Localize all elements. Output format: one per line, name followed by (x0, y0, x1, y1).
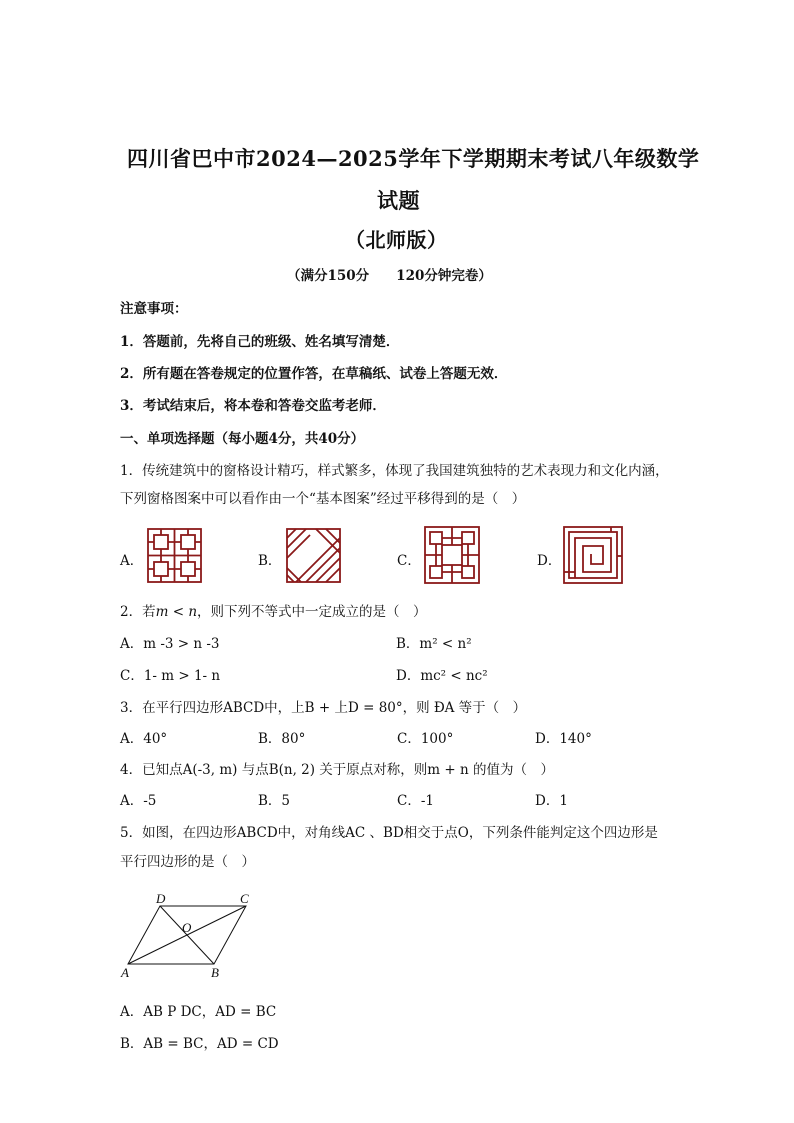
q1-option-a-label[interactable]: A． (120, 553, 144, 569)
q3-option-b[interactable]: B．80° (258, 731, 306, 747)
q1-stem-line1: 1．传统建筑中的窗格设计精巧，样式繁多，体现了我国建筑独特的艺术表现力和文化内涵， (120, 463, 669, 479)
notes-heading: 注意事项： (120, 301, 188, 317)
q1-option-c-label[interactable]: C． (397, 553, 421, 569)
q1-option-b-label[interactable]: B． (258, 553, 282, 569)
q1-option-d-label[interactable]: D． (537, 553, 562, 569)
diagram-label-d: D (156, 891, 166, 906)
window-lattice-cross-icon (424, 526, 480, 584)
window-lattice-diagonal-icon (286, 528, 341, 583)
q4-option-d[interactable]: D．1 (535, 793, 568, 809)
q2-option-d[interactable]: D．mc² < nc² (396, 668, 488, 684)
note-item-1: 1．答题前，先将自己的班级、姓名填写清楚． (120, 334, 400, 350)
diagram-label-c: C (240, 891, 249, 906)
q2-option-a[interactable]: A．m -3 > n -3 (120, 636, 220, 652)
q4-option-b[interactable]: B．5 (258, 793, 291, 809)
q4-option-c[interactable]: C．-1 (397, 793, 434, 809)
q3-option-d[interactable]: D．140° (535, 731, 592, 747)
parallelogram-diagram (118, 890, 258, 982)
exam-title-line2: 试题 (377, 188, 420, 213)
q3-option-c[interactable]: C．100° (397, 731, 454, 747)
q2-var-n: n (188, 604, 198, 620)
window-lattice-spiral-icon (563, 526, 623, 584)
q4-option-a[interactable]: A．-5 (120, 793, 157, 809)
q2-stem-suffix: ，则下列不等式中一定成立的是（ ） (197, 604, 427, 620)
q2-stem (120, 600, 427, 620)
q5-option-b[interactable]: B．AB = BC，AD = CD (120, 1036, 279, 1052)
note-item-2: 2．所有题在答卷规定的位置作答，在草稿纸、试卷上答题无效． (120, 366, 508, 382)
note-item-3: 3．考试结束后，将本卷和答卷交监考老师． (120, 398, 386, 414)
exam-edition: （北师版） (345, 228, 448, 252)
q2-option-b[interactable]: B．m² < n² (396, 636, 472, 652)
q2-option-c[interactable]: C．1- m > 1- n (120, 668, 221, 684)
exam-title-line1: 四川省巴中市2024—2025学年下学期期末考试八年级数学 (127, 146, 700, 171)
q3-option-a[interactable]: A．40° (120, 731, 168, 747)
q3-stem: 3．在平行四边形ABCD中，上B + 上D = 80°，则 ÐA 等于（ ） (120, 700, 527, 716)
diagram-label-a: A (121, 965, 129, 980)
diagram-label-b: B (211, 965, 219, 980)
q1-stem-line2: 下列窗格图案中可以看作由一个“基本图案”经过平移得到的是（ ） (120, 491, 526, 507)
diagram-label-o: O (182, 920, 192, 935)
q2-var-m: m (155, 604, 169, 620)
window-lattice-squares-icon (147, 528, 202, 583)
q2-stem-prefix: 2．若 (120, 604, 156, 620)
section-heading: 一、单项选择题（每小题4分，共40分） (120, 431, 365, 447)
q4-stem: 4．已知点A(-3, m) 与点B(n, 2) 关于原点对称，则m + n 的值为（ ） (120, 762, 554, 778)
q5-stem-line2: 平行四边形的是（ ） (120, 854, 255, 870)
q5-option-a[interactable]: A．AB P DC，AD = BC (120, 1004, 277, 1020)
q2-lt: < (168, 604, 189, 620)
exam-meta: （满分150分 120分钟完卷） (287, 268, 492, 284)
q5-stem-line1: 5．如图，在四边形ABCD中，对角线AC 、BD相交于点O，下列条件能判定这个四边形是 (120, 825, 658, 841)
